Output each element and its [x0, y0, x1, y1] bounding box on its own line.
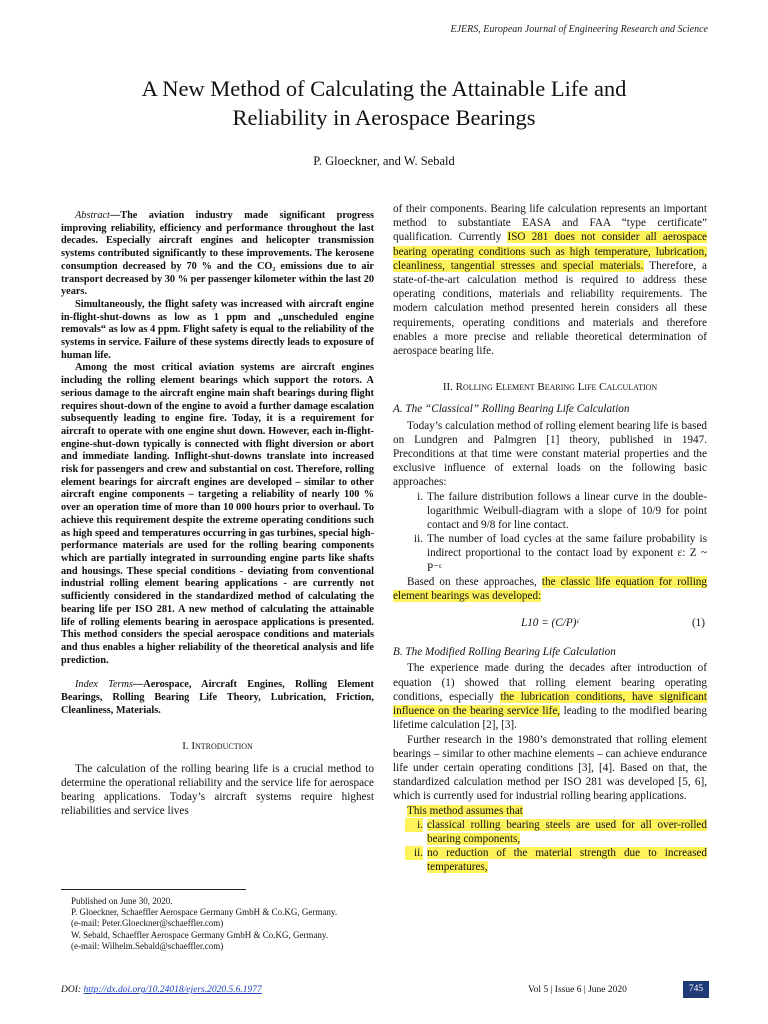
highlight-lubrication: the lubrication conditions, have significant influence on the bearing service life, [393, 690, 707, 718]
footnote-published: Published on June 30, 2020. [71, 896, 173, 906]
paragraph-a2: Based on these approaches, the classic life equation for rolling element bearings was developed: [393, 575, 707, 603]
continuation-paragraph: of their components. Bearing life calculation represents an important method to substantiate EASA and FAA “type certificate” qualification. Currently ISO 281 does not consider all aerospace bearing operating conditions such as high temperature, lubrication, cleanliness, tangential stresses and special materials. Therefore, a state-of-the-art calculation method is required to address these operating conditions, materials and reliability requirements. The modern calculation method presented herein considers all these requirements, operating conditions and materials and therefore enables a more precise and reliable theoretical determination of aerospace bearing life. [393, 203, 708, 358]
list-item: i. The failure distribution follows a linear curve in the double-logarithmic Weibull-diagram with a slope of 10/9 for point contact and 9/8 for line contact. [417, 490, 707, 532]
footnote-sebald-affiliation: W. Sebald, Schaeffler Aerospace Germany GmbH & Co.KG, Germany. [71, 929, 329, 940]
equation-body: L10 = (C/P)ᵋ [520, 617, 580, 630]
section-heading-introduction: I. Introduction [182, 740, 253, 753]
abstract-paragraph-2: Simultaneously, the flight safety was increased with aircraft engine in-flight-shut-downs as low as 1 ppm and „unscheduled engine removals“ as low as 4 ppm. Flight safety is equal to the reliability of the systems in service. Failure of these systems directly leads to exposure of human life. [61, 298, 374, 361]
title-line-2: Reliability in Aerospace Bearings [232, 105, 536, 130]
paragraph-b1: The experience made during the decades after introduction of equation (1) showed that rolling element bearing operating conditions, especially the lubrication conditions, have significant influence on the bearing service life, leading to the modified bearing lifetime calculation [2], [3]. [393, 662, 707, 732]
abstract-paragraph-3: Among the most critical aviation systems are aircraft engines including the rolling element bearings which support the rotors. A serious damage to the aircraft engine main shaft bearings during flight requires shout-down of the engine to avoid a further damage escalation subsequently leading to engine fire. Today, it is a requirement for aircraft to operate with one engine shut down. However, each in-flight-engine-shut-down typically is connected with flight diversion or abort and immediate landing. Inflight-shut-downs translate into increased risk for passengers and crew and substantial on cost. Therefore, rolling element bearings for aircraft engines are developed – similar to other aircraft engine components – targeting a reliability of nearly 100 % over an operation time of more than 10 000 hours prior to overhaul. To achieve this requirement despite the extreme operating conditions such as high speed and temperatures occurring in gas turbines, special high-performance materials are used for the rolling bearing components which are partially integrated in surrounding engine parts like shafts and housings. These special conditions - deviating from conventional industrial rolling element bearing applications - are currently not sufficiently considered in the standardized method of calculating the bearing life per ISO 281. A new method of calculating the attainable life of rolling elements bearing in aerospace applications is presented. This method considers the special aerospace conditions and materials and thus enables a higher reliability of the theoretical analysis and life prediction. [61, 362, 374, 666]
subsection-heading-a: A. The “Classical” Rolling Bearing Life Calculation [393, 403, 630, 416]
authors: P. Gloeckner, and W. Sebald [313, 154, 455, 168]
index-terms-text: —Aerospace, Aircraft Engines, Rolling Element Bearings, Rolling Bearing Life Theory, Lubrication, Friction, Cleanliness, Materials. [61, 679, 374, 716]
highlight-method-assumes: This method assumes that [407, 804, 523, 817]
equation-1 [393, 612, 707, 636]
doi-link[interactable]: http://dx.doi.org/10.24018/ejers.2020.5.6.1977 [83, 985, 262, 995]
abstract [61, 210, 374, 667]
approaches-list [393, 490, 707, 575]
index-terms-lead: Index Terms [75, 679, 133, 691]
footnotes [61, 896, 374, 952]
paragraph-b3 [393, 804, 707, 818]
abstract-lead: Abstract [75, 210, 110, 221]
equation-number: (1) [691, 617, 705, 630]
list-item: ii. no reduction of the material strength due to increased temperatures, [427, 846, 707, 874]
right-column [393, 202, 707, 875]
footnote-gloeckner-email: (e-mail: Peter.Gloeckner@schaeffler.com) [71, 918, 224, 929]
abstract-paragraph-1 [61, 210, 374, 299]
list-item: i. classical rolling bearing steels are used for all over-rolled bearing components, [427, 818, 707, 846]
section-title-introduction: Introduction [191, 740, 253, 753]
paragraph-a1: Today’s calculation method of rolling element bearing life is based on Lundgren and Palmgren [1] theory, published in 1947. Preconditions at that time were constant material properties and the exclusive influence of external loads on the following basic approaches: [393, 419, 707, 489]
journal-header: EJERS, European Journal of Engineering Research and Science [450, 24, 708, 35]
footnote-divider [61, 889, 246, 890]
left-column [61, 210, 374, 818]
index-terms [61, 679, 374, 717]
highlight-classic-equation: the classic life equation for rolling element bearings was developed: [393, 575, 707, 603]
abstract-text-1: —The aviation industry made significant progress improving reliability, efficiency and performance throughout the last decades. Especially aircraft engines and helicopter transmission systems contributed significantly to these improvements. The kerosene consumption decreased by 70 % and the CO₂ emissions due to air transport decreased by 30 % per passenger kilometer within the last 20 years. [61, 210, 374, 298]
assumptions-list [393, 818, 707, 875]
footer-issue: Vol 5 | Issue 6 | June 2020 [528, 985, 627, 995]
subsection-heading-b: B. The Modified Rolling Bearing Life Calculation [393, 646, 616, 659]
footnote-gloeckner-affiliation: P. Gloeckner, Schaeffler Aerospace Germany GmbH & Co.KG, Germany. [71, 907, 338, 918]
highlight-iso-281: ISO 281 does not consider all aerospace bearing operating conditions such as high temperature, lubrication, cleanliness, tangential stresses and special materials. [393, 231, 707, 272]
section-title-2: Rolling Element Bearing Life Calculation [455, 381, 658, 394]
list-item: ii. The number of load cycles at the same failure probability is indirect proportional to the contact load by exponent ε: Z ~ P⁻ᵋ [413, 533, 707, 574]
paper-title [60, 74, 708, 132]
section-heading-2: II. Rolling Element Bearing Life Calculation [442, 381, 658, 394]
footnote-sebald-email: (e-mail: Wilhelm.Sebald@schaeffler.com) [71, 940, 224, 951]
page-number-badge: 745 [683, 981, 709, 998]
title-line-1: A New Method of Calculating the Attainable Life and [141, 76, 627, 101]
footer-doi: DOI: http://dx.doi.org/10.24018/ejers.2020.5.6.1977 [61, 985, 262, 995]
paragraph-b2: Further research in the 1980’s demonstrated that rolling element bearings – similar to other machine elements – can achieve endurance life under certain operating conditions [3], [4]. Based on that, the standardized calculation method per ISO 281 was developed [5, 6], which is currently used for industrial rolling bearing applications. [393, 733, 707, 803]
intro-paragraph: The calculation of the rolling bearing life is a crucial method to determine the operational reliability and the service life for aerospace bearing applications. Today’s aircraft systems require highest reliabilities and service lives [61, 762, 374, 818]
